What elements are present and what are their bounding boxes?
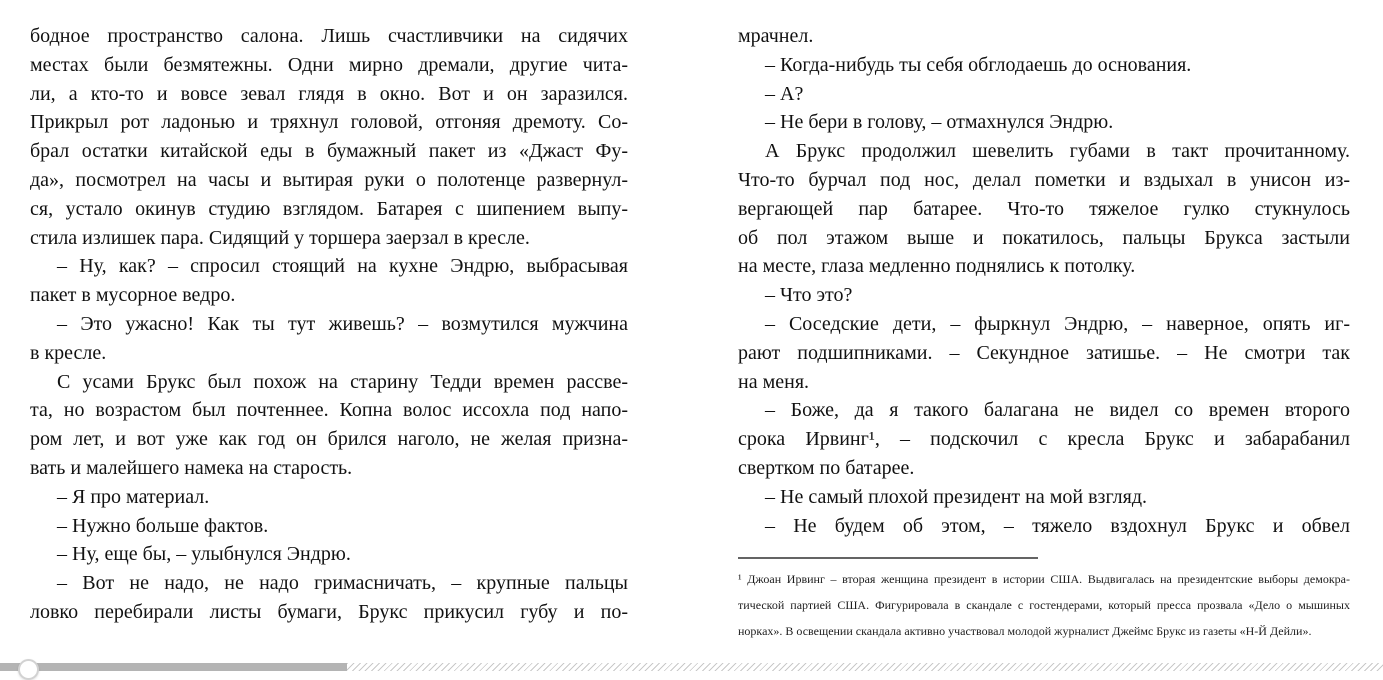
footnote-text	[738, 566, 1350, 644]
text-line: С усами Брукс был похож на старину Тедди времен рассве-	[57, 370, 628, 393]
text-line: – Это ужасно! Как ты тут живешь? – возмутился мужчина	[57, 312, 628, 335]
page-right-text	[738, 22, 1350, 540]
footnote-line: ¹ Джоан Ирвинг – вторая женщина президент в истории США. Выдвигалась на президентские выборы демокра-	[738, 572, 1350, 586]
text-line: вергающей пар батарее. Что-то тяжелое гулко стукнулось	[738, 197, 1350, 220]
text-line: местах были безмятежны. Одни мирно дремали, другие чита-	[30, 53, 628, 76]
text-line: в кресле.	[30, 341, 107, 364]
text-line: – Ну, еще бы, – улыбнулся Эндрю.	[57, 543, 351, 566]
text-line: – Соседские дети, – фыркнул Эндрю, – наверное, опять иг-	[765, 312, 1350, 335]
text-line: – Не самый плохой президент на мой взгляд.	[765, 485, 1147, 508]
text-line: – Не бери в голову, – отмахнулся Эндрю.	[765, 111, 1114, 134]
text-line: на месте, глаза медленно поднялись к потолку.	[738, 255, 1136, 278]
text-line: – Нужно больше фактов.	[57, 514, 269, 537]
progress-fill	[0, 663, 347, 671]
text-line: – Не будем об этом, – тяжело вздохнул Брукс и обвел	[765, 514, 1350, 537]
text-line: Прикрыл рот ладонью и тряхнул головой, отгоняя дремоту. Со-	[30, 111, 628, 134]
text-line: бодное пространство салона. Лишь счастливчики на сидячих	[30, 25, 628, 47]
reading-progress-bar[interactable]	[0, 663, 1383, 671]
text-line: Что-то бурчал под нос, делал пометки и вздыхал в унисон из-	[738, 168, 1350, 191]
text-line: – Боже, да я такого балагана не видел со времен второго	[765, 399, 1350, 422]
text-line: стила излишек пара. Сидящий у торшера заерзал в кресле.	[30, 226, 530, 249]
text-line: мрачнел.	[738, 25, 814, 47]
text-line: та, но возрастом был почтеннее. Копна волос иссохла под напо-	[30, 399, 628, 422]
footnote	[738, 557, 1350, 644]
text-line: ром лет, и вот уже как год он брился наголо, не желая призна-	[30, 428, 628, 451]
footnote-separator	[738, 557, 1038, 559]
text-line: – Что это?	[765, 284, 853, 307]
text-line: ся, устало окинув студию взглядом. Батарея с шипением выпу-	[30, 197, 628, 220]
text-line: – Вот не надо, не надо гримасничать, – крупные пальцы	[57, 572, 628, 595]
text-line: ловко перебирали листы бумаги, Брукс прикусил губу и по-	[30, 600, 628, 623]
text-line: свертком по батарее.	[738, 456, 915, 479]
page-right	[738, 22, 1350, 540]
footnote-line: норках». В освещении скандала активно участвовал молодой журналист Джеймс Брукс из газеты «Н-Й Дейли».	[738, 624, 1312, 638]
text-line: брал остатки китайской еды в бумажный пакет из «Джаст Фу-	[30, 140, 628, 163]
text-line: об пол этажом выше и покатилось, пальцы Брукса застыли	[738, 226, 1350, 249]
footnote-line: тической партией США. Фигурировала в скандале с гостендерами, который пресса прозвала «Дело о мышиных	[738, 598, 1350, 612]
text-line: вать и малейшего намека на старость.	[30, 456, 353, 479]
text-line: – Я про материал.	[57, 485, 210, 508]
text-line: – Ну, как? – спросил стоящий на кухне Эндрю, выбрасывая	[57, 255, 628, 278]
text-line: А Брукс продолжил шевелить губами в такт прочитанному.	[765, 140, 1350, 163]
page-left-text	[30, 22, 628, 627]
text-line: да», посмотрел на часы и вытирая руки о полотенце развернул-	[30, 168, 628, 191]
text-line: – А?	[765, 82, 804, 105]
progress-remaining-hatch	[347, 663, 1383, 671]
page-left	[30, 22, 628, 627]
text-line: ли, а кто-то и вовсе зевал глядя в окно. Вот и он заразился.	[30, 82, 628, 105]
text-line: пакет в мусорное ведро.	[30, 284, 236, 307]
text-line: срока Ирвинг¹, – подскочил с кресла Брукс и забарабанил	[738, 428, 1350, 451]
progress-thumb[interactable]	[18, 659, 39, 680]
text-line: – Когда-нибудь ты себя обглодаешь до основания.	[765, 53, 1192, 76]
text-line: на меня.	[738, 370, 810, 393]
text-line: рают подшипниками. – Секундное затишье. – Не смотри так	[738, 341, 1350, 364]
